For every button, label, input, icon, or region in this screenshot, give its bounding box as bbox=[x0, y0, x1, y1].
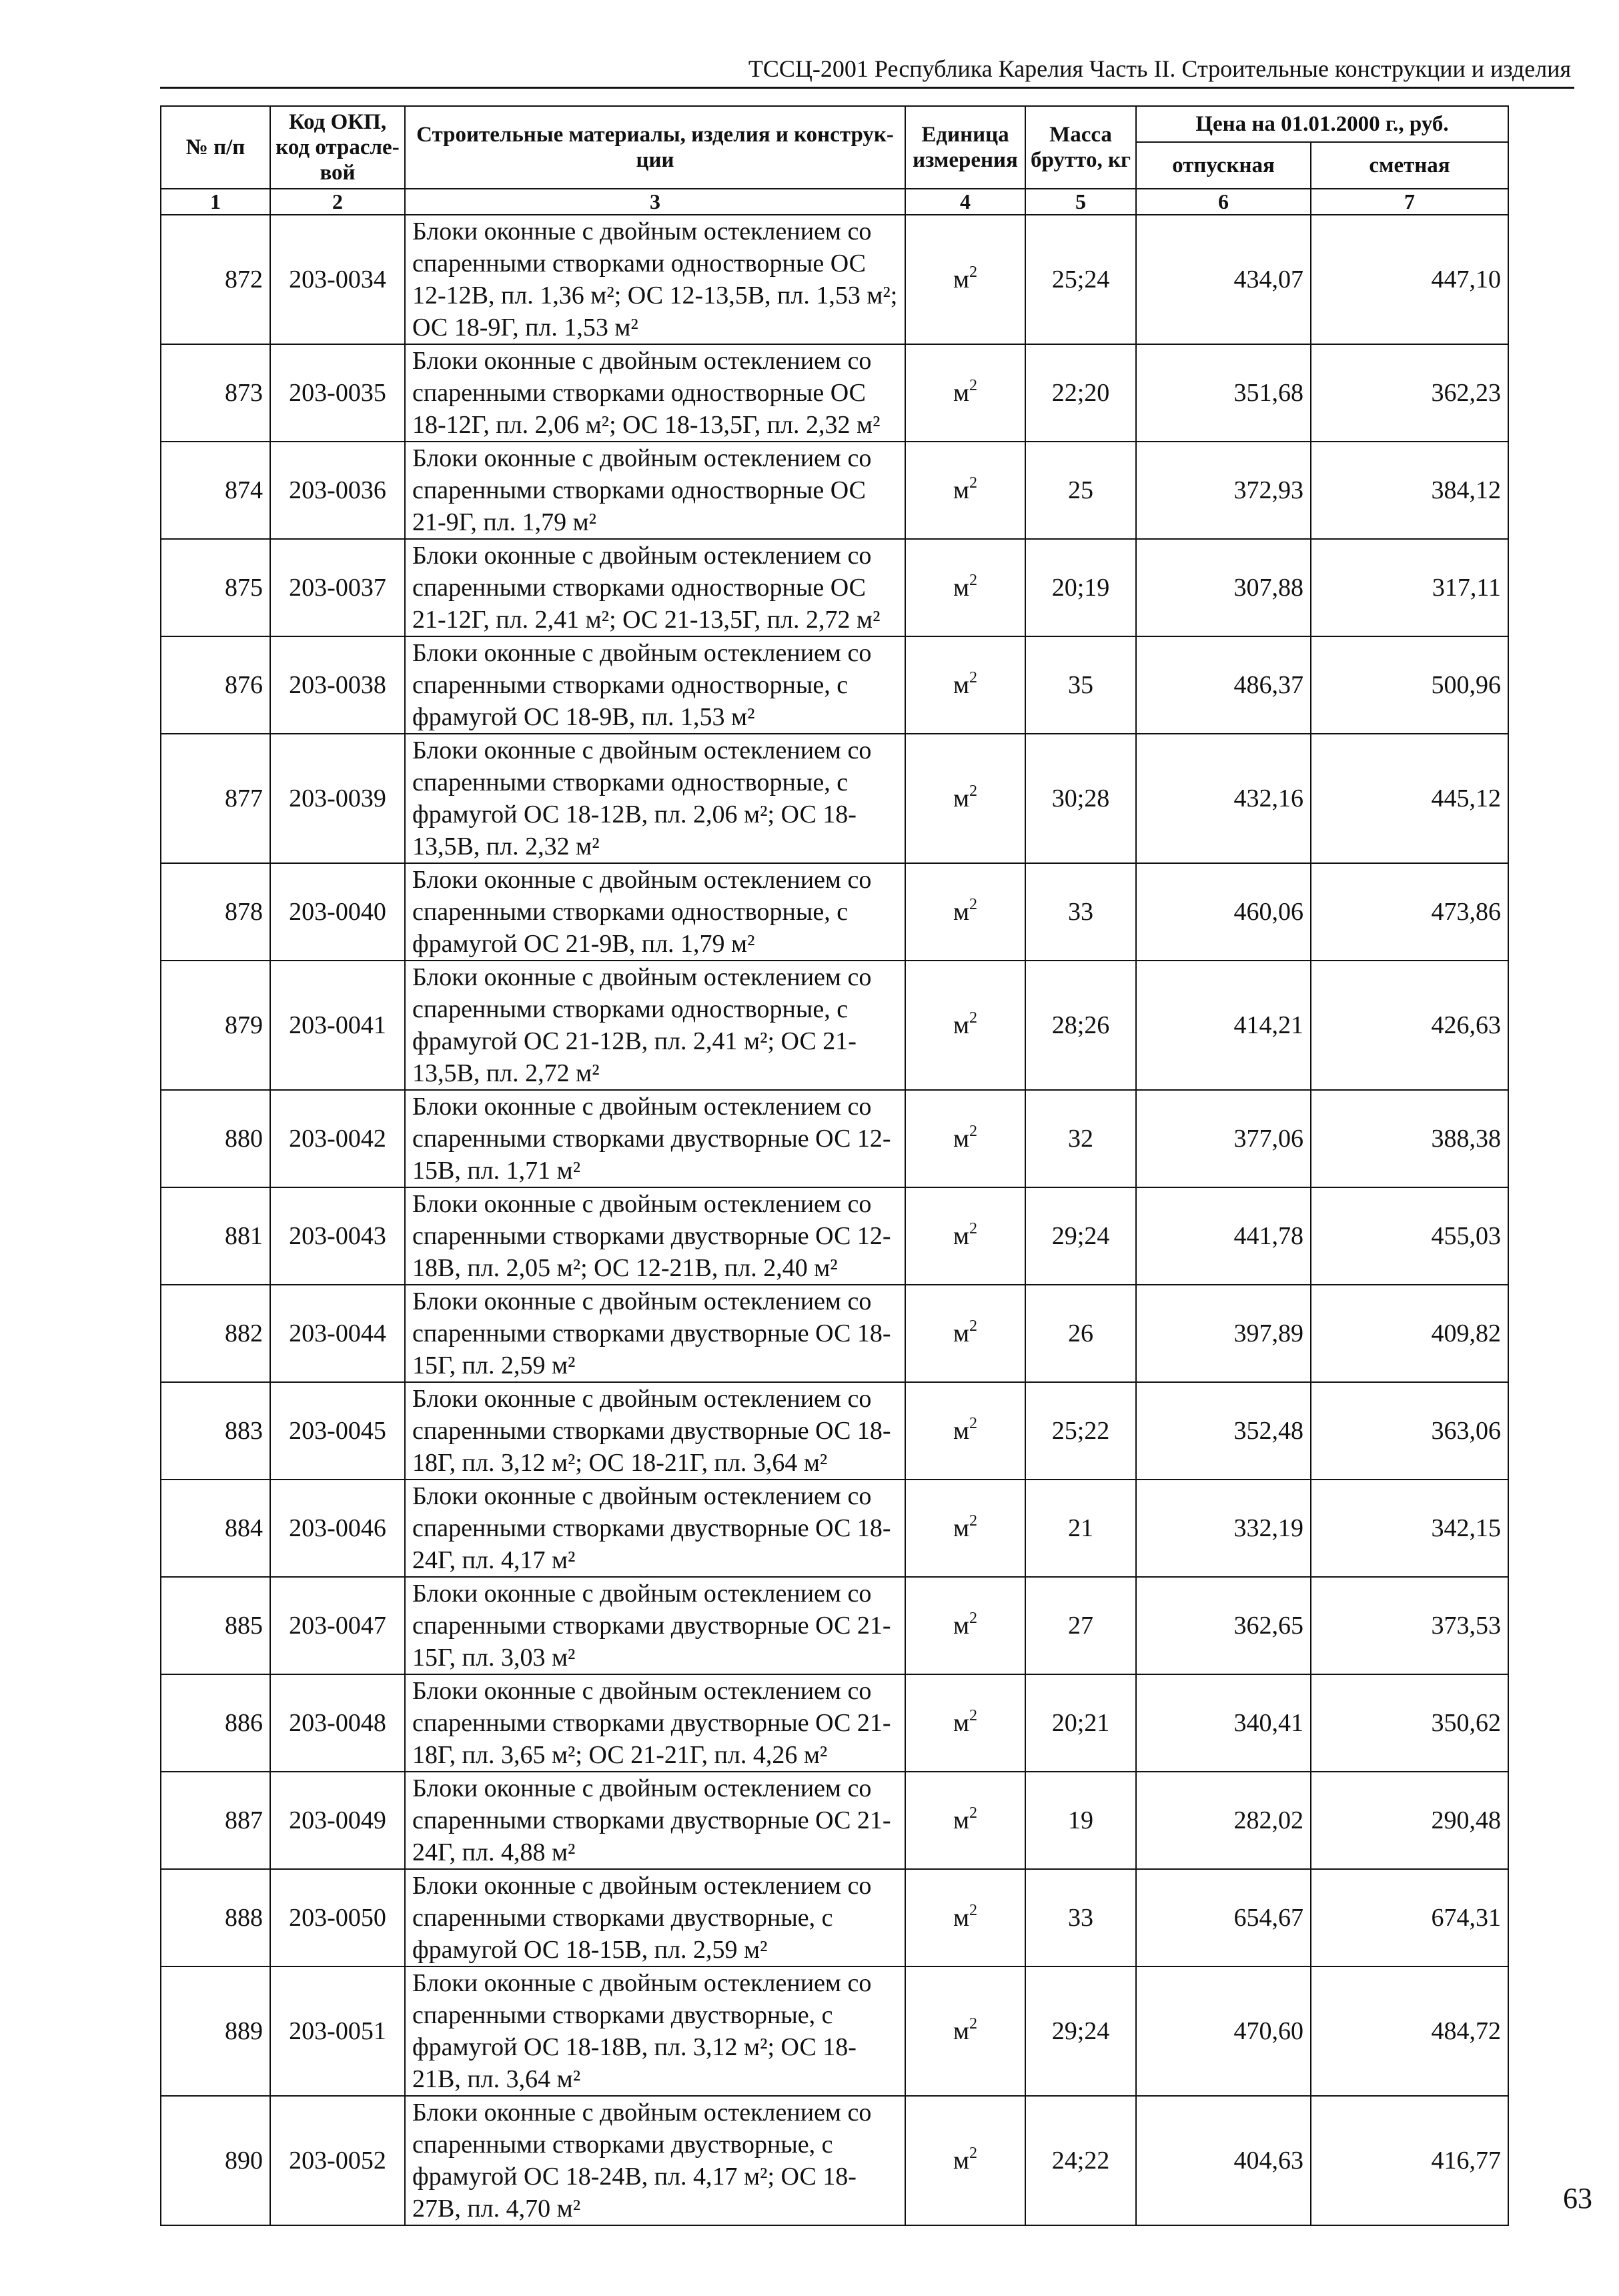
row-unit bbox=[905, 442, 1025, 539]
row-estimate-price: 445,12 bbox=[1311, 734, 1508, 863]
row-unit bbox=[905, 1285, 1025, 1382]
row-unit bbox=[905, 539, 1025, 636]
row-unit bbox=[905, 734, 1025, 863]
row-number: 886 bbox=[161, 1674, 270, 1772]
unit-exponent: 2 bbox=[969, 1317, 978, 1335]
row-release-price: 434,07 bbox=[1136, 215, 1311, 344]
row-description: Блоки оконные с двойным остеклением со спаренными створками двустворные ОС 12-18В, пл. 2,05 м²; ОС 12-21В, пл. 2,40 м² bbox=[405, 1187, 905, 1285]
row-unit bbox=[905, 344, 1025, 442]
table-row bbox=[161, 1382, 1508, 1480]
row-unit bbox=[905, 961, 1025, 1090]
table-row bbox=[161, 539, 1508, 636]
table-row bbox=[161, 636, 1508, 734]
row-number: 882 bbox=[161, 1285, 270, 1382]
table-row bbox=[161, 961, 1508, 1090]
row-estimate-price: 416,77 bbox=[1311, 2096, 1508, 2225]
row-number: 888 bbox=[161, 1869, 270, 1966]
row-unit bbox=[905, 1869, 1025, 1966]
row-estimate-price: 350,62 bbox=[1311, 1674, 1508, 1772]
table-row bbox=[161, 1966, 1508, 2096]
unit-base: м bbox=[953, 2017, 970, 2045]
row-release-price: 432,16 bbox=[1136, 734, 1311, 863]
unit-base: м bbox=[953, 1125, 970, 1153]
row-estimate-price: 317,11 bbox=[1311, 539, 1508, 636]
row-code: 203-0037 bbox=[270, 539, 405, 636]
row-code: 203-0040 bbox=[270, 863, 405, 961]
unit-base: м bbox=[953, 1417, 970, 1445]
row-estimate-price: 363,06 bbox=[1311, 1382, 1508, 1480]
table-row bbox=[161, 863, 1508, 961]
unit-base: м bbox=[953, 1709, 970, 1737]
unit-base: м bbox=[953, 1011, 970, 1039]
row-code: 203-0049 bbox=[270, 1772, 405, 1869]
row-number: 884 bbox=[161, 1480, 270, 1577]
header-desc: Строительные материалы, изделия и конструк-ции bbox=[405, 106, 905, 189]
row-release-price: 282,02 bbox=[1136, 1772, 1311, 1869]
unit-base: м bbox=[953, 1806, 970, 1834]
row-unit bbox=[905, 1674, 1025, 1772]
row-mass: 25;24 bbox=[1025, 215, 1136, 344]
row-release-price: 404,63 bbox=[1136, 2096, 1311, 2225]
row-code: 203-0036 bbox=[270, 442, 405, 539]
header-unit: Единица измерения bbox=[905, 106, 1025, 189]
row-mass: 33 bbox=[1025, 863, 1136, 961]
table-body bbox=[161, 215, 1508, 2225]
row-description: Блоки оконные с двойным остеклением со спаренными створками двустворные, с фрамугой ОС 18-18В, пл. 3,12 м²; ОС 18-21В, пл. 3,64 м² bbox=[405, 1966, 905, 2096]
row-mass: 32 bbox=[1025, 1090, 1136, 1187]
header-price-group: Цена на 01.01.2000 г., руб. bbox=[1136, 106, 1508, 142]
row-description: Блоки оконные с двойным остеклением со спаренными створками одностворные ОС 18-12Г, пл. 2,06 м²; ОС 18-13,5Г, пл. 2,32 м² bbox=[405, 344, 905, 442]
unit-base: м bbox=[953, 1904, 970, 1932]
unit-base: м bbox=[953, 265, 970, 294]
row-release-price: 441,78 bbox=[1136, 1187, 1311, 1285]
row-estimate-price: 426,63 bbox=[1311, 961, 1508, 1090]
row-code: 203-0038 bbox=[270, 636, 405, 734]
row-unit bbox=[905, 1577, 1025, 1674]
row-description: Блоки оконные с двойным остеклением со спаренными створками двустворные ОС 12-15В, пл. 1,71 м² bbox=[405, 1090, 905, 1187]
row-number: 875 bbox=[161, 539, 270, 636]
row-unit bbox=[905, 215, 1025, 344]
unit-exponent: 2 bbox=[969, 1009, 978, 1027]
unit-exponent: 2 bbox=[969, 2015, 978, 2033]
row-code: 203-0039 bbox=[270, 734, 405, 863]
row-release-price: 352,48 bbox=[1136, 1382, 1311, 1480]
row-mass: 35 bbox=[1025, 636, 1136, 734]
unit-exponent: 2 bbox=[969, 1512, 978, 1530]
unit-exponent: 2 bbox=[969, 669, 978, 686]
row-code: 203-0034 bbox=[270, 215, 405, 344]
price-table bbox=[160, 105, 1509, 2226]
row-release-price: 486,37 bbox=[1136, 636, 1311, 734]
row-code: 203-0041 bbox=[270, 961, 405, 1090]
row-description: Блоки оконные с двойным остеклением со спаренными створками одностворные, с фрамугой ОС 21-12В, пл. 2,41 м²; ОС 21-13,5В, пл. 2,72 м² bbox=[405, 961, 905, 1090]
row-mass: 30;28 bbox=[1025, 734, 1136, 863]
page-number: 63 bbox=[1563, 2182, 1592, 2215]
row-release-price: 397,89 bbox=[1136, 1285, 1311, 1382]
row-description: Блоки оконные с двойным остеклением со спаренными створками одностворные, с фрамугой ОС 18-9В, пл. 1,53 м² bbox=[405, 636, 905, 734]
row-code: 203-0051 bbox=[270, 1966, 405, 2096]
unit-exponent: 2 bbox=[969, 2145, 978, 2162]
row-code: 203-0045 bbox=[270, 1382, 405, 1480]
row-estimate-price: 290,48 bbox=[1311, 1772, 1508, 1869]
row-release-price: 377,06 bbox=[1136, 1090, 1311, 1187]
unit-base: м bbox=[953, 476, 970, 504]
table-row bbox=[161, 1674, 1508, 1772]
unit-base: м bbox=[953, 2147, 970, 2175]
row-unit bbox=[905, 1772, 1025, 1869]
row-mass: 28;26 bbox=[1025, 961, 1136, 1090]
row-description: Блоки оконные с двойным остеклением со спаренными створками двустворные ОС 18-24Г, пл. 4,17 м² bbox=[405, 1480, 905, 1577]
row-mass: 20;19 bbox=[1025, 539, 1136, 636]
unit-exponent: 2 bbox=[969, 1123, 978, 1140]
page-header bbox=[160, 48, 1574, 89]
row-description: Блоки оконные с двойным остеклением со спаренными створками одностворные ОС 21-12Г, пл. 2,41 м²; ОС 21-13,5Г, пл. 2,72 м² bbox=[405, 539, 905, 636]
row-release-price: 307,88 bbox=[1136, 539, 1311, 636]
table-row bbox=[161, 1480, 1508, 1577]
row-number: 874 bbox=[161, 442, 270, 539]
unit-exponent: 2 bbox=[969, 572, 978, 589]
row-mass: 29;24 bbox=[1025, 1187, 1136, 1285]
row-description: Блоки оконные с двойным остеклением со спаренными створками одностворные, с фрамугой ОС 21-9В, пл. 1,79 м² bbox=[405, 863, 905, 961]
table-row bbox=[161, 1187, 1508, 1285]
row-estimate-price: 500,96 bbox=[1311, 636, 1508, 734]
col-number: 5 bbox=[1025, 189, 1136, 215]
row-number: 887 bbox=[161, 1772, 270, 1869]
row-description: Блоки оконные с двойным остеклением со спаренными створками двустворные ОС 21-24Г, пл. 4,88 м² bbox=[405, 1772, 905, 1869]
table-row bbox=[161, 734, 1508, 863]
row-unit bbox=[905, 2096, 1025, 2225]
header-num: № п/п bbox=[161, 106, 270, 189]
unit-exponent: 2 bbox=[969, 1220, 978, 1237]
row-estimate-price: 473,86 bbox=[1311, 863, 1508, 961]
table-row bbox=[161, 1285, 1508, 1382]
row-release-price: 351,68 bbox=[1136, 344, 1311, 442]
row-number: 872 bbox=[161, 215, 270, 344]
table-row bbox=[161, 1090, 1508, 1187]
unit-base: м bbox=[953, 1612, 970, 1640]
col-number: 2 bbox=[270, 189, 405, 215]
row-release-price: 470,60 bbox=[1136, 1966, 1311, 2096]
row-mass: 20;21 bbox=[1025, 1674, 1136, 1772]
unit-base: м bbox=[953, 379, 970, 407]
row-description: Блоки оконные с двойным остеклением со спаренными створками одностворные ОС 21-9Г, пл. 1,79 м² bbox=[405, 442, 905, 539]
row-description: Блоки оконные с двойным остеклением со спаренными створками двустворные, с фрамугой ОС 18-15В, пл. 2,59 м² bbox=[405, 1869, 905, 1966]
col-number: 4 bbox=[905, 189, 1025, 215]
row-estimate-price: 388,38 bbox=[1311, 1090, 1508, 1187]
row-code: 203-0052 bbox=[270, 2096, 405, 2225]
col-number: 3 bbox=[405, 189, 905, 215]
unit-base: м bbox=[953, 1319, 970, 1347]
row-number: 881 bbox=[161, 1187, 270, 1285]
row-mass: 22;20 bbox=[1025, 344, 1136, 442]
row-unit bbox=[905, 1090, 1025, 1187]
unit-base: м bbox=[953, 1514, 970, 1542]
col-number: 6 bbox=[1136, 189, 1311, 215]
row-number: 890 bbox=[161, 2096, 270, 2225]
row-release-price: 654,67 bbox=[1136, 1869, 1311, 1966]
unit-exponent: 2 bbox=[969, 782, 978, 800]
unit-exponent: 2 bbox=[969, 896, 978, 913]
row-number: 876 bbox=[161, 636, 270, 734]
unit-exponent: 2 bbox=[969, 474, 978, 492]
row-mass: 33 bbox=[1025, 1869, 1136, 1966]
unit-base: м bbox=[953, 784, 970, 812]
row-estimate-price: 362,23 bbox=[1311, 344, 1508, 442]
table-row bbox=[161, 2096, 1508, 2225]
row-estimate-price: 455,03 bbox=[1311, 1187, 1508, 1285]
row-mass: 19 bbox=[1025, 1772, 1136, 1869]
row-code: 203-0042 bbox=[270, 1090, 405, 1187]
row-estimate-price: 447,10 bbox=[1311, 215, 1508, 344]
row-release-price: 340,41 bbox=[1136, 1674, 1311, 1772]
row-release-price: 460,06 bbox=[1136, 863, 1311, 961]
col-number: 7 bbox=[1311, 189, 1508, 215]
row-estimate-price: 674,31 bbox=[1311, 1869, 1508, 1966]
row-release-price: 362,65 bbox=[1136, 1577, 1311, 1674]
row-unit bbox=[905, 863, 1025, 961]
row-unit bbox=[905, 636, 1025, 734]
row-number: 883 bbox=[161, 1382, 270, 1480]
unit-base: м bbox=[953, 1222, 970, 1250]
row-unit bbox=[905, 1187, 1025, 1285]
unit-exponent: 2 bbox=[969, 377, 978, 394]
row-mass: 24;22 bbox=[1025, 2096, 1136, 2225]
header-mass: Масса брутто, кг bbox=[1025, 106, 1136, 189]
header-estimate-price: сметная bbox=[1311, 142, 1508, 189]
row-release-price: 332,19 bbox=[1136, 1480, 1311, 1577]
unit-exponent: 2 bbox=[969, 263, 978, 281]
row-estimate-price: 342,15 bbox=[1311, 1480, 1508, 1577]
unit-base: м bbox=[953, 574, 970, 602]
unit-exponent: 2 bbox=[969, 1902, 978, 1919]
row-description: Блоки оконные с двойным остеклением со спаренными створками одностворные, с фрамугой ОС 18-12В, пл. 2,06 м²; ОС 18-13,5В, пл. 2,32 м² bbox=[405, 734, 905, 863]
row-number: 877 bbox=[161, 734, 270, 863]
row-mass: 21 bbox=[1025, 1480, 1136, 1577]
row-code: 203-0047 bbox=[270, 1577, 405, 1674]
unit-exponent: 2 bbox=[969, 1415, 978, 1432]
unit-exponent: 2 bbox=[969, 1610, 978, 1627]
row-number: 889 bbox=[161, 1966, 270, 2096]
row-description: Блоки оконные с двойным остеклением со спаренными створками двустворные ОС 21-18Г, пл. 3,65 м²; ОС 21-21Г, пл. 4,26 м² bbox=[405, 1674, 905, 1772]
row-mass: 26 bbox=[1025, 1285, 1136, 1382]
row-mass: 25;22 bbox=[1025, 1382, 1136, 1480]
table-head bbox=[161, 106, 1508, 215]
unit-base: м bbox=[953, 898, 970, 926]
table-row bbox=[161, 1869, 1508, 1966]
row-mass: 25 bbox=[1025, 442, 1136, 539]
unit-exponent: 2 bbox=[969, 1804, 978, 1822]
table-row bbox=[161, 1577, 1508, 1674]
row-mass: 29;24 bbox=[1025, 1966, 1136, 2096]
row-release-price: 372,93 bbox=[1136, 442, 1311, 539]
col-number: 1 bbox=[161, 189, 270, 215]
header-code: Код ОКП, код отрасле-вой bbox=[270, 106, 405, 189]
row-description: Блоки оконные с двойным остеклением со спаренными створками одностворные ОС 12-12В, пл. 1,36 м²; ОС 12-13,5В, пл. 1,53 м²; ОС 18-9Г, пл. 1,53 м² bbox=[405, 215, 905, 344]
row-description: Блоки оконные с двойным остеклением со спаренными створками двустворные, с фрамугой ОС 18-24В, пл. 4,17 м²; ОС 18-27В, пл. 4,70 м² bbox=[405, 2096, 905, 2225]
unit-exponent: 2 bbox=[969, 1707, 978, 1724]
row-number: 878 bbox=[161, 863, 270, 961]
row-estimate-price: 384,12 bbox=[1311, 442, 1508, 539]
row-unit bbox=[905, 1966, 1025, 2096]
row-description: Блоки оконные с двойным остеклением со спаренными створками двустворные ОС 18-18Г, пл. 3,12 м²; ОС 18-21Г, пл. 3,64 м² bbox=[405, 1382, 905, 1480]
unit-base: м bbox=[953, 671, 970, 699]
table-row bbox=[161, 215, 1508, 344]
column-numbers-row bbox=[161, 189, 1508, 215]
row-number: 880 bbox=[161, 1090, 270, 1187]
row-number: 879 bbox=[161, 961, 270, 1090]
row-code: 203-0044 bbox=[270, 1285, 405, 1382]
row-code: 203-0048 bbox=[270, 1674, 405, 1772]
row-estimate-price: 373,53 bbox=[1311, 1577, 1508, 1674]
row-mass: 27 bbox=[1025, 1577, 1136, 1674]
row-number: 873 bbox=[161, 344, 270, 442]
row-code: 203-0035 bbox=[270, 344, 405, 442]
row-number: 885 bbox=[161, 1577, 270, 1674]
row-estimate-price: 484,72 bbox=[1311, 1966, 1508, 2096]
header-release-price: отпускная bbox=[1136, 142, 1311, 189]
table-row bbox=[161, 344, 1508, 442]
row-estimate-price: 409,82 bbox=[1311, 1285, 1508, 1382]
row-unit bbox=[905, 1382, 1025, 1480]
row-code: 203-0050 bbox=[270, 1869, 405, 1966]
table-row bbox=[161, 1772, 1508, 1869]
row-unit bbox=[905, 1480, 1025, 1577]
row-release-price: 414,21 bbox=[1136, 961, 1311, 1090]
header-title: ТССЦ-2001 Республика Карелия Часть II. Строительные конструкции и изделия bbox=[748, 55, 1571, 82]
row-code: 203-0046 bbox=[270, 1480, 405, 1577]
row-description: Блоки оконные с двойным остеклением со спаренными створками двустворные ОС 18-15Г, пл. 2,59 м² bbox=[405, 1285, 905, 1382]
table-row bbox=[161, 442, 1508, 539]
row-code: 203-0043 bbox=[270, 1187, 405, 1285]
row-description: Блоки оконные с двойным остеклением со спаренными створками двустворные ОС 21-15Г, пл. 3,03 м² bbox=[405, 1577, 905, 1674]
